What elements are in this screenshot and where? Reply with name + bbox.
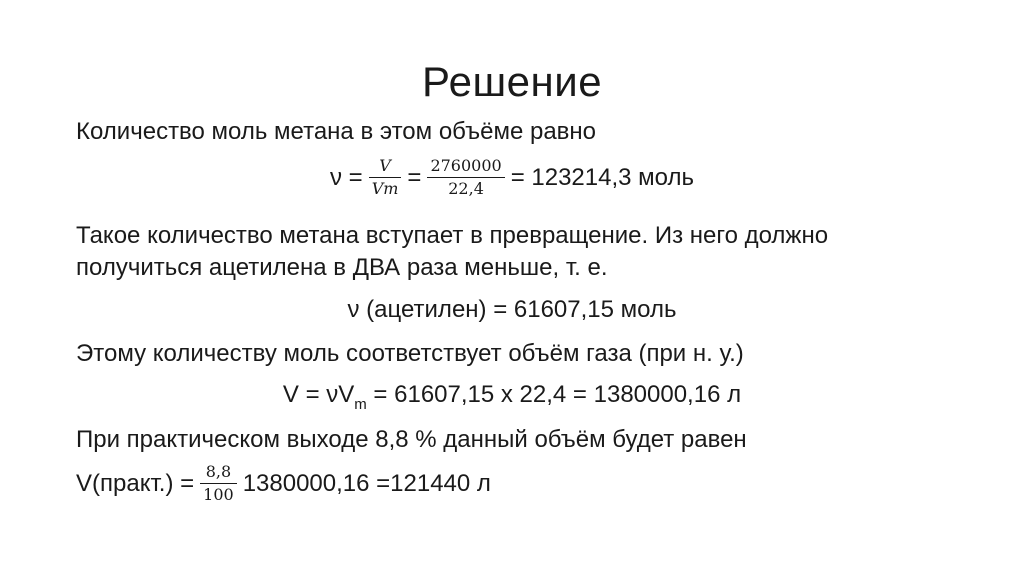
formula3-post: = 61607,15 х 22,4 = 1380000,16 л [366, 381, 742, 408]
paragraph-conversion-line2: получиться ацетилена в ДВА раза меньше, т. е. [76, 254, 608, 281]
fraction-v-over-vm [369, 156, 402, 199]
paragraph-practical-yield: При практическом выходе 8,8 % данный объём будет равен [76, 426, 747, 453]
fraction-bar [200, 483, 237, 484]
fraction-volume-over-molar [427, 156, 504, 199]
formula-gas-volume [0, 381, 1024, 413]
fraction-denominator: 100 [203, 485, 234, 504]
fraction-bar [427, 177, 504, 178]
fraction-yield [200, 462, 237, 505]
fraction-numerator: V [379, 156, 391, 175]
fraction-numerator: 2760000 [430, 156, 502, 175]
formula-moles-methane [0, 156, 1024, 199]
formula1-lhs: ν = [330, 163, 363, 191]
formula3-pre: V = νV [282, 381, 355, 408]
slide-title: Решение [421, 58, 603, 105]
fraction-bar [369, 177, 402, 178]
fraction-numerator: 8,8 [205, 462, 232, 481]
formula4-result: 1380000,16 =121440 л [242, 469, 491, 497]
formula-practical-volume [76, 462, 491, 505]
paragraph-gas-volume: Этому количеству моль соответствует объём газа (при н. у.) [76, 340, 744, 367]
paragraph-conversion-line1: Такое количество метана вступает в превращение. Из него должно [76, 222, 829, 249]
formula3-subscript: m [354, 396, 367, 413]
formula1-equals: = [407, 163, 422, 191]
fraction-denominator: 22,4 [448, 179, 484, 198]
fraction-denominator: Vm [371, 179, 399, 198]
paragraph-moles-methane: Количество моль метана в этом объёме равно [76, 118, 597, 145]
formula4-lhs: V(практ.) = [76, 469, 195, 497]
formula-moles-acetylene: ν (ацетилен) = 61607,15 моль [347, 296, 677, 323]
formula1-result: = 123214,3 моль [510, 163, 694, 191]
